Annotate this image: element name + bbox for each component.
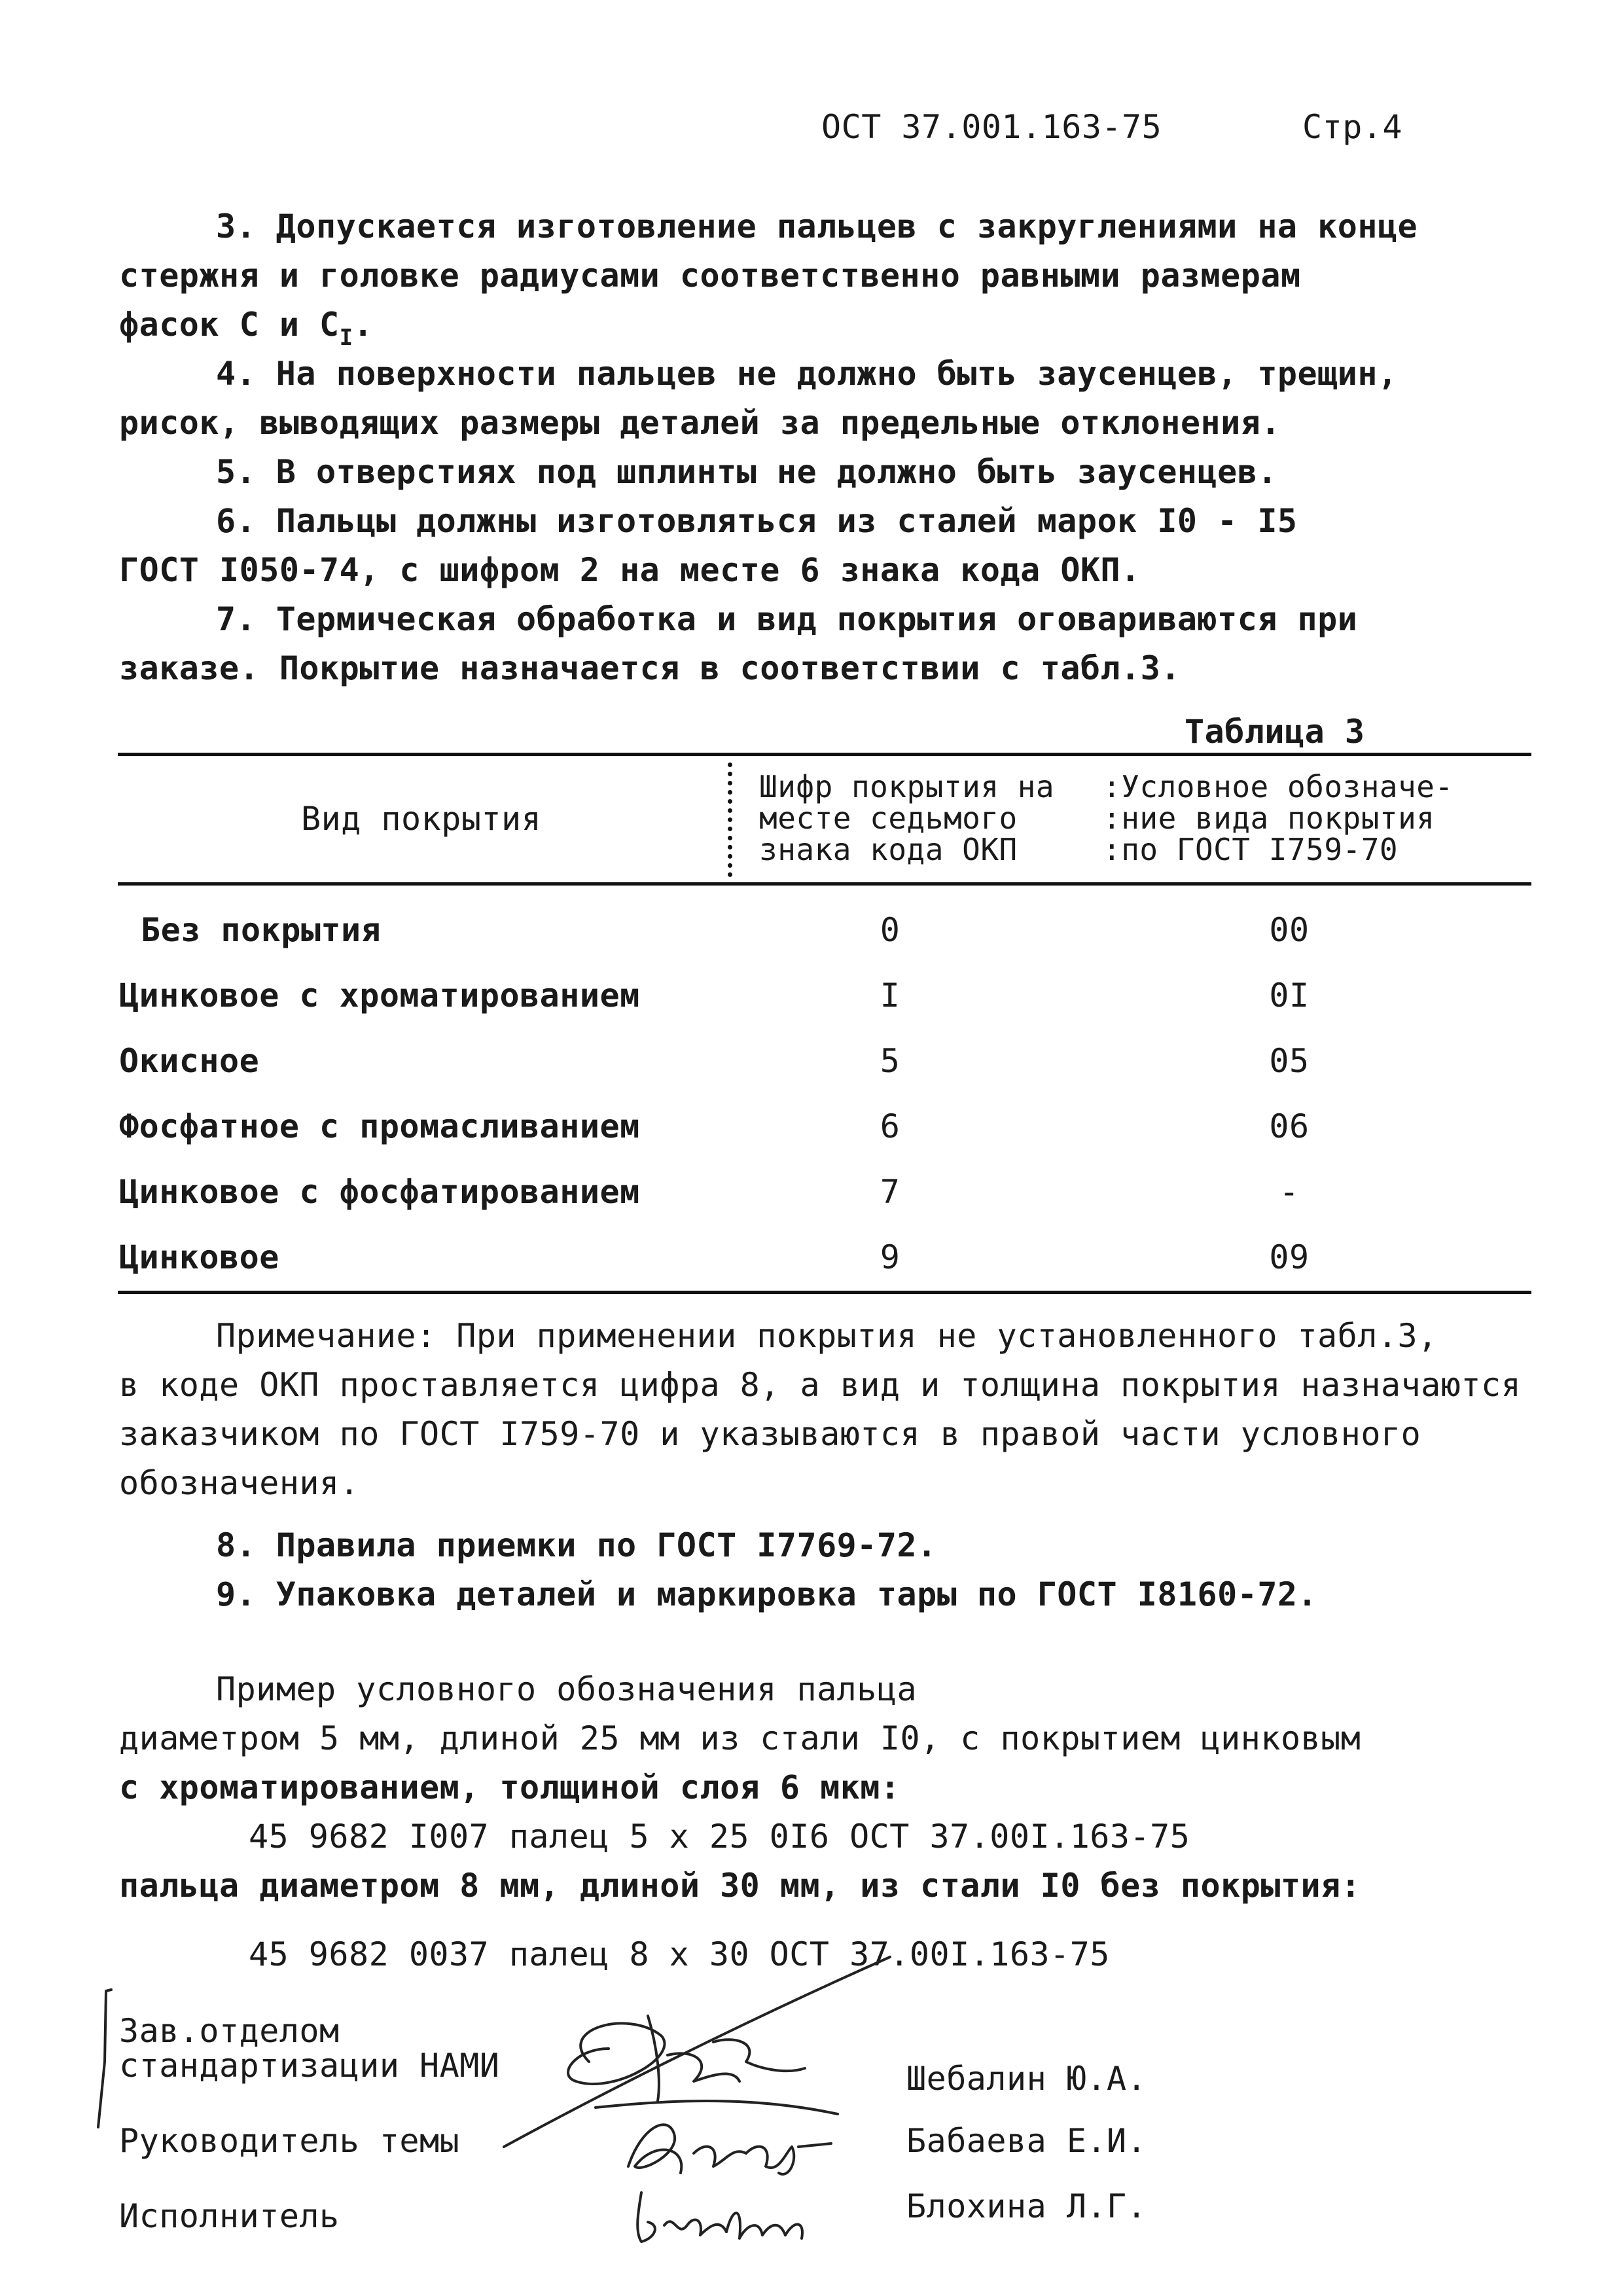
paragraph-7-line-1: 7. Термическая обработка и вид покрытия оговариваются при — [216, 600, 1358, 638]
table-header-designation-line-3: :по ГОСТ I759-70 — [1103, 832, 1399, 867]
note-line-2: в коде ОКП проставляется цифра 8, а вид и толщина покрытия назначаются — [119, 1366, 1522, 1404]
paragraph-3-line-1: 3. Допускается изготовление пальцев с закруглениями на конце — [216, 207, 1418, 245]
signatory-1-role-line-2: стандартизации НАМИ — [119, 2047, 500, 2085]
table-cell-designation: 06 — [1269, 1107, 1310, 1145]
table-cell-designation: 00 — [1269, 911, 1310, 949]
table-caption: Таблица 3 — [1185, 713, 1365, 751]
table-header-designation-line-2: :ние вида покрытия — [1103, 800, 1435, 836]
table-header-code-line-2: месте седьмого — [759, 800, 1018, 836]
table-header-code-line-3: знака кода ОКП — [759, 832, 1018, 867]
table-cell-designation: 05 — [1269, 1042, 1310, 1080]
signatory-3-role: Исполнитель — [119, 2197, 340, 2235]
paragraph-6-line-1: 6. Пальцы должны изготовляться из сталей марок I0 - I5 — [216, 502, 1298, 540]
paragraph-4-line-1: 4. На поверхности пальцев не должно быть заусенцев, трещин, — [216, 355, 1398, 393]
example-line-2: диаметром 5 мм, длиной 25 мм из стали I0, с покрытием цинковым — [119, 1719, 1361, 1757]
table-cell-type: Цинковое с фосфатированием — [119, 1173, 640, 1211]
table-cell-code: 5 — [880, 1042, 901, 1080]
paragraph-8: 8. Правила приемки по ГОСТ I7769-72. — [216, 1526, 937, 1564]
paragraph-3-line-3: фасок С и $С_I$. — [119, 306, 374, 351]
signature-3 — [628, 2179, 825, 2251]
table-cell-code: 6 — [880, 1107, 901, 1145]
table-header-code-line-1: Шифр покрытия на — [759, 769, 1055, 804]
table-cell-type: Без покрытия — [141, 911, 382, 949]
example-line-3: с хроматированием, толщиной слоя 6 мкм: — [119, 1768, 901, 1806]
table-cell-designation: 09 — [1269, 1238, 1310, 1276]
signatory-1-role-line-1: Зав.отделом — [119, 2012, 340, 2050]
example-line-4: пальца диаметром 8 мм, длиной 30 мм, из стали I0 без покрытия: — [119, 1867, 1361, 1905]
document-code: ОСТ 37.001.163-75 — [821, 108, 1162, 146]
paragraph-6-line-2: ГОСТ I050-74, с шифром 2 на месте 6 знака кода ОКП. — [119, 551, 1141, 589]
page-number: Стр.4 — [1302, 108, 1403, 146]
paragraph-5-line-1: 5. В отверстиях под шплинты не должно быть заусенцев. — [216, 453, 1277, 491]
table-header-designation-line-1: :Условное обозначе- — [1103, 769, 1454, 804]
table-cell-type: Цинковое с хроматированием — [119, 977, 640, 1014]
table-cell-type: Фосфатное с промасливанием — [119, 1107, 640, 1145]
note-line-1: Примечание: При применении покрытия не установленного табл.3, — [216, 1317, 1438, 1355]
table-bottom-rule — [118, 1291, 1531, 1294]
table-cell-code: 9 — [880, 1238, 901, 1276]
table-cell-designation: 0I — [1269, 977, 1310, 1014]
table-header-separator — [728, 762, 732, 877]
table-cell-type: Окисное — [119, 1042, 260, 1080]
example-code-2: 45 9682 0037 палец 8 х 30 ОСТ 37.00I.163-75 — [249, 1935, 1110, 1973]
table-cell-code: I — [880, 977, 901, 1014]
note-line-3: заказчиком по ГОСТ I759-70 и указываются в правой части условного — [119, 1415, 1421, 1453]
note-line-4: обозначения. — [119, 1464, 360, 1502]
margin-bracket — [79, 1983, 118, 2134]
example-code-1: 45 9682 I007 палец 5 х 25 0I6 ОСТ 37.00I.163-75 — [249, 1818, 1190, 1856]
table-cell-designation: - — [1279, 1173, 1300, 1211]
table-cell-code: 7 — [880, 1173, 901, 1211]
signature-2 — [615, 2101, 838, 2186]
signatory-3-name: Блохина Л.Г. — [906, 2187, 1147, 2225]
signatory-2-role: Руководитель темы — [119, 2122, 460, 2160]
table-header-rule — [118, 882, 1531, 886]
paragraph-3-line-2: стержня и головке радиусами соответственно равными размерам — [119, 257, 1301, 295]
paragraph-9: 9. Упаковка деталей и маркировка тары по ГОСТ I8160-72. — [216, 1575, 1318, 1613]
example-line-1: Пример условного обозначения пальца — [216, 1670, 918, 1708]
table-cell-type: Цинковое — [119, 1238, 279, 1276]
signatory-1-name: Шебалин Ю.А. — [906, 2060, 1147, 2098]
table-cell-code: 0 — [880, 911, 901, 949]
table-top-rule — [118, 753, 1531, 756]
signatory-2-name: Бабаева Е.И. — [906, 2122, 1147, 2160]
table-header-coating-type: Вид покрытия — [301, 800, 542, 838]
paragraph-4-line-2: рисок, выводящих размеры деталей за предельные отклонения. — [119, 404, 1281, 442]
paragraph-7-line-2: заказе. Покрытие назначается в соответствии с табл.3. — [119, 649, 1181, 687]
